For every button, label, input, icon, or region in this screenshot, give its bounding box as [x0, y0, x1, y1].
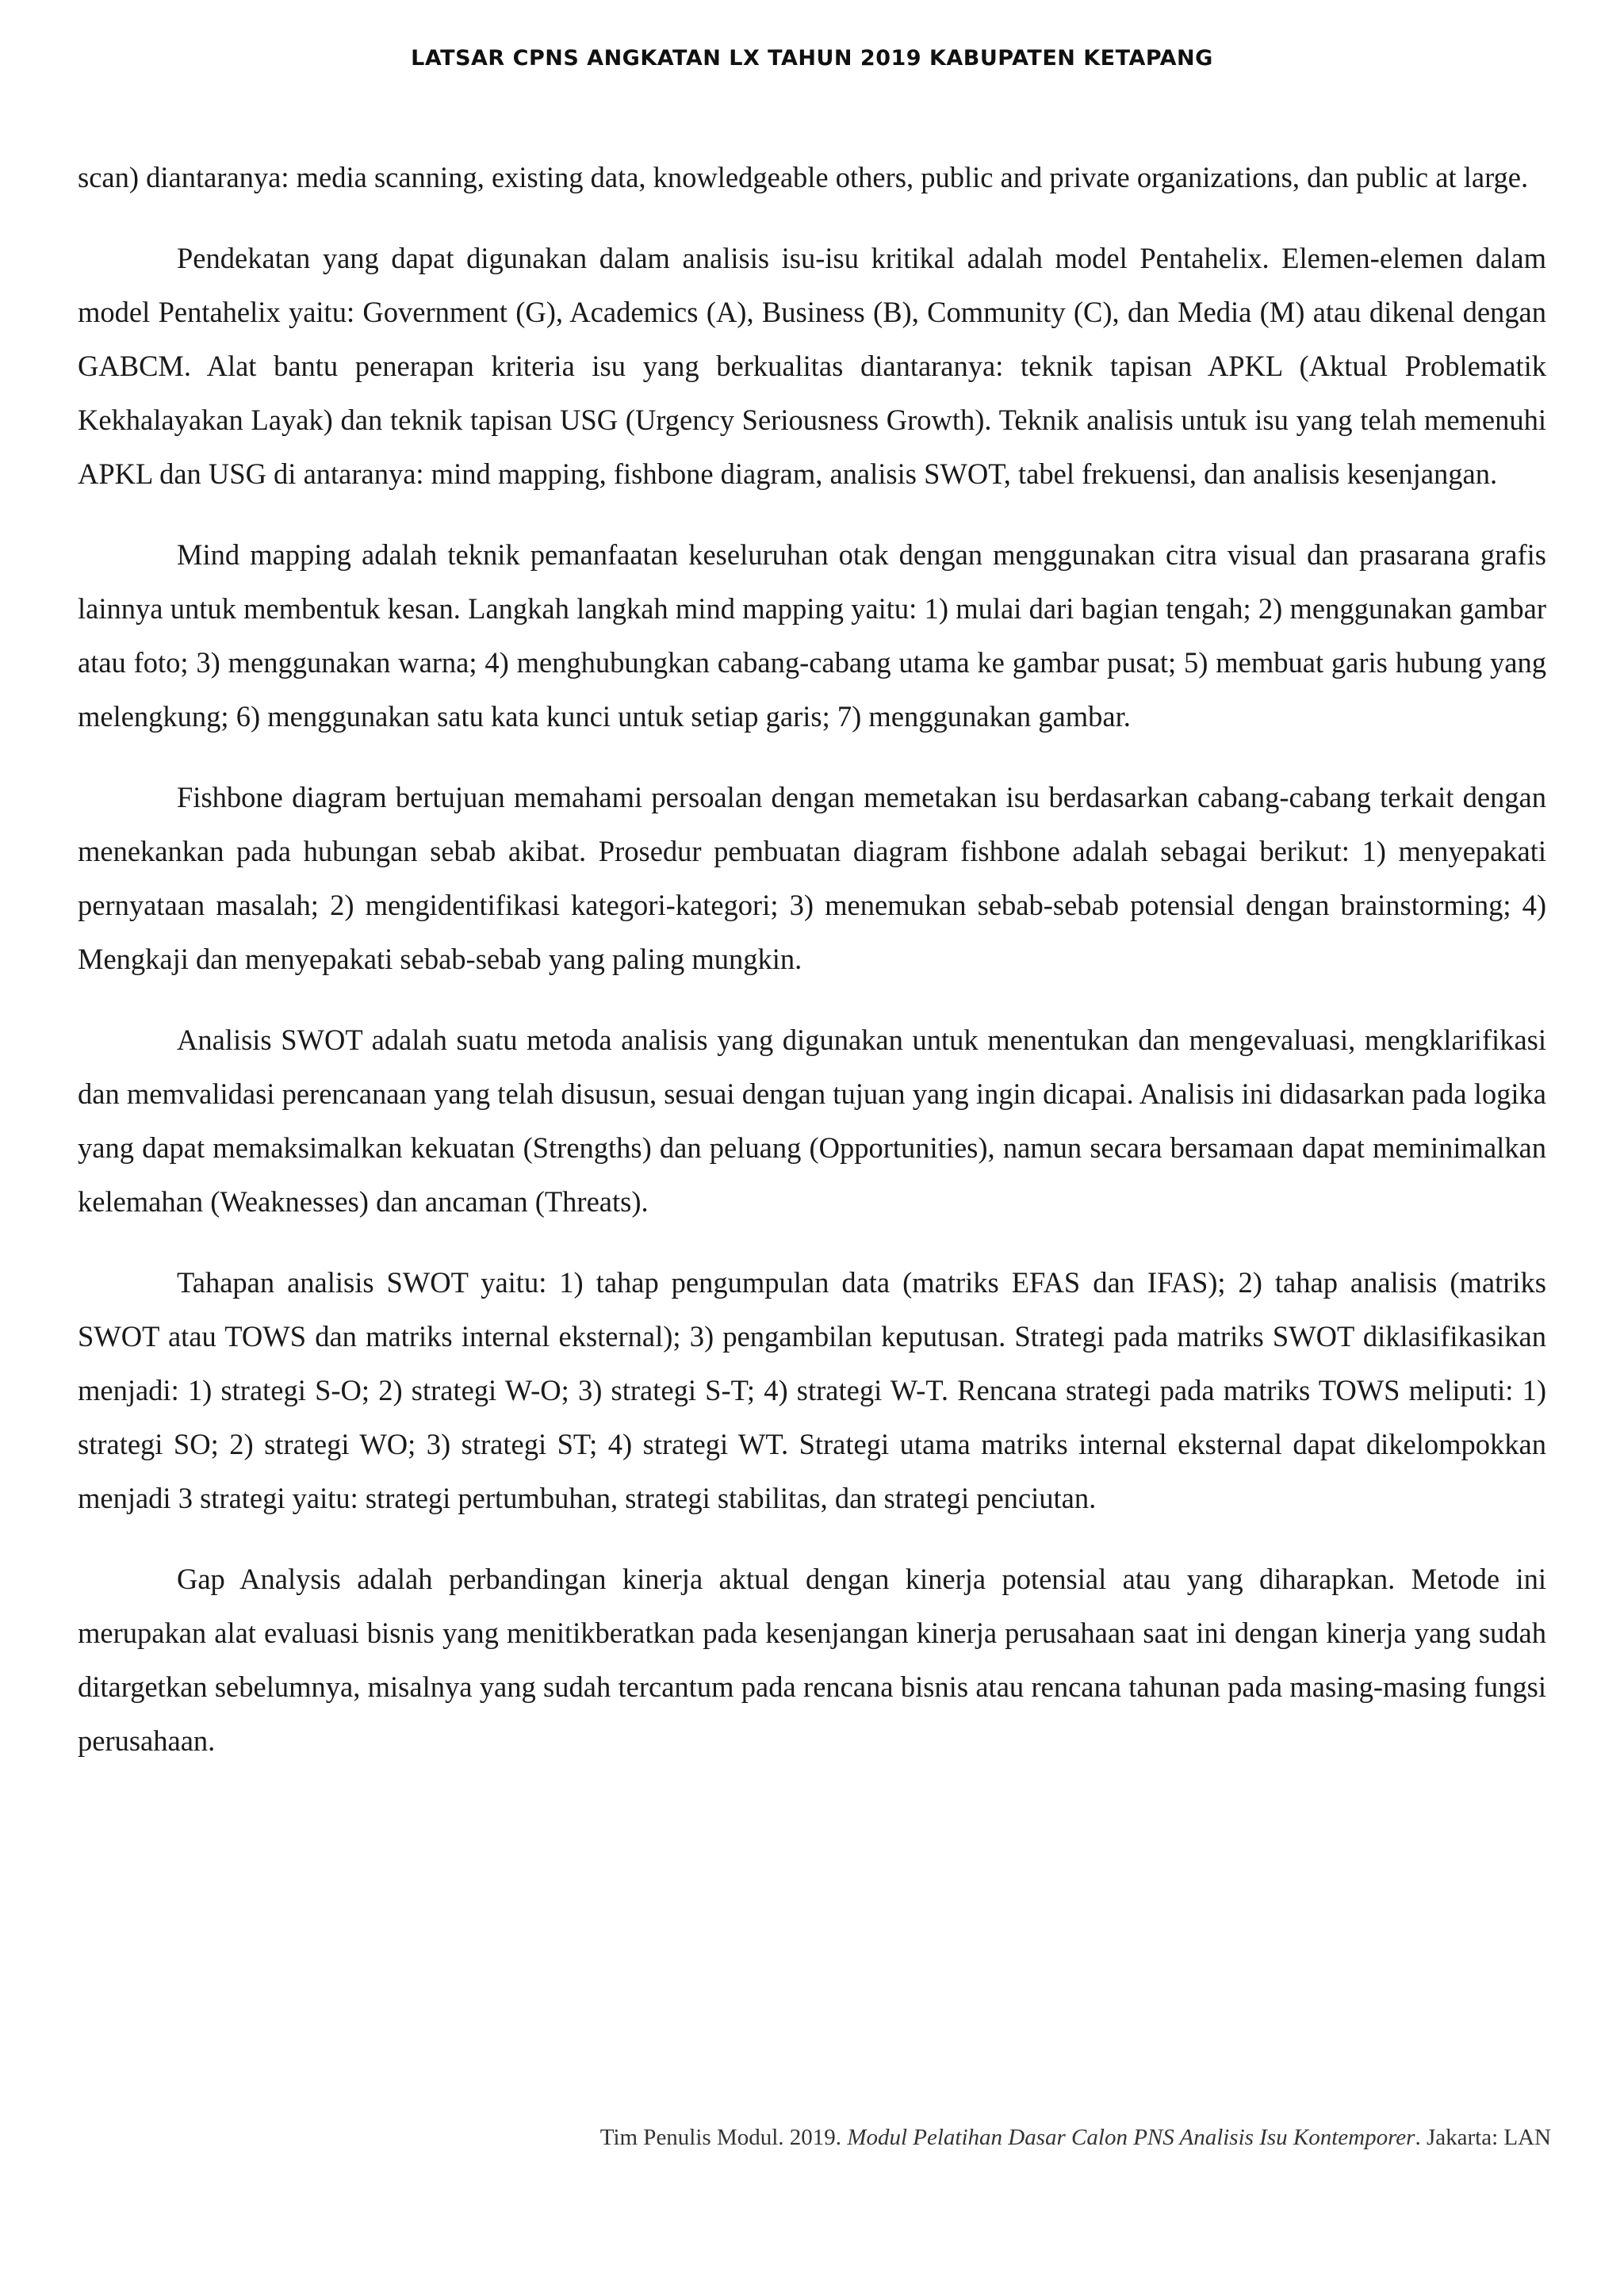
paragraph-swot-definition: Analisis SWOT adalah suatu metoda analisis yang digunakan untuk menentukan dan mengevaluasi, mengklarifikasi dan memvalidasi perencanaan yang telah disusun, sesuai dengan tujuan yang ingin dicapai. Analisis ini didasarkan pada logika yang dapat memaksimalkan kekuatan (Strengths) dan peluang (Opportunities), namun secara bersamaan dapat meminimalkan kelemahan (Weaknesses) dan ancaman (Threats). [78, 1024, 1546, 1218]
citation-authors: Tim Penulis Modul. 2019. [599, 2125, 848, 2150]
paragraph-scan-sources: scan) diantaranya: media scanning, existing data, knowledgeable others, public and private organizations, dan public at large. [78, 161, 1529, 193]
paragraph-gap-analysis: Gap Analysis adalah perbandingan kinerja aktual dengan kinerja potensial atau yang diharapkan. Metode ini merupakan alat evaluasi bisnis yang menitikberatkan pada kesenjangan kinerja perusahaan saat ini dengan kinerja yang sudah ditargetkan sebelumnya, misalnya yang sudah tercantum pada rencana bisnis atau rencana tahunan pada masing-masing fungsi perusahaan. [78, 1563, 1546, 1757]
paragraph-mind-mapping: Mind mapping adalah teknik pemanfaatan keseluruhan otak dengan menggunakan citra visual dan prasarana grafis lainnya untuk membentuk kesan. Langkah langkah mind mapping yaitu: 1) mulai dari bagian tengah; 2) menggunakan gambar atau foto; 3) menggunakan warna; 4) menghubungkan cabang-cabang utama ke gambar pusat; 5) membuat garis hubung yang melengkung; 6) menggunakan satu kata kunci untuk setiap garis; 7) menggunakan gambar. [78, 538, 1546, 733]
page-footer-citation [600, 2125, 1551, 2151]
paragraph-fishbone: Fishbone diagram bertujuan memahami persoalan dengan memetakan isu berdasarkan cabang-cabang terkait dengan menekankan pada hubungan sebab akibat. Prosedur pembuatan diagram fishbone adalah sebagai berikut: 1) menyepakati pernyataan masalah; 2) mengidentifikasi kategori-kategori; 3) menemukan sebab-sebab potensial dengan brainstorming; 4) Mengkaji dan menyepakati sebab-sebab yang paling mungkin. [78, 781, 1546, 975]
paragraph-swot-stages: Tahapan analisis SWOT yaitu: 1) tahap pengumpulan data (matriks EFAS dan IFAS); 2) tahap analisis (matriks SWOT atau TOWS dan matriks internal eksternal); 3) pengambilan keputusan. Strategi pada matriks SWOT diklasifikasikan menjadi: 1) strategi S-O; 2) strategi W-O; 3) strategi S-T; 4) strategi W-T. Rencana strategi pada matriks TOWS meliputi: 1) strategi SO; 2) strategi WO; 3) strategi ST; 4) strategi WT. Strategi utama matriks internal eksternal dapat dikelompokkan menjadi 3 strategi yaitu: strategi pertumbuhan, strategi stabilitas, dan strategi penciutan. [78, 1266, 1546, 1514]
citation-publisher: . Jakarta: LAN [1415, 2125, 1551, 2150]
document-body [78, 151, 1546, 1795]
page-header-title: LATSAR CPNS ANGKATAN LX TAHUN 2019 KABUPATEN KETAPANG [411, 46, 1213, 71]
citation-book-title: Modul Pelatihan Dasar Calon PNS Analisis Isu Kontemporer [847, 2125, 1415, 2150]
paragraph-pentahelix: Pendekatan yang dapat digunakan dalam analisis isu-isu kritikal adalah model Pentahelix. Elemen-elemen dalam model Pentahelix yaitu: Government (G), Academics (A), Business (B), Community (C), dan Media (M) atau dikenal dengan GABCM. Alat bantu penerapan kriteria isu yang berkualitas diantaranya: teknik tapisan APKL (Aktual Problematik Kekhalayakan Layak) dan teknik tapisan USG (Urgency Seriousness Growth). Teknik analisis untuk isu yang telah memenuhi APKL dan USG di antaranya: mind mapping, fishbone diagram, analisis SWOT, tabel frekuensi, dan analisis kesenjangan. [78, 242, 1546, 490]
